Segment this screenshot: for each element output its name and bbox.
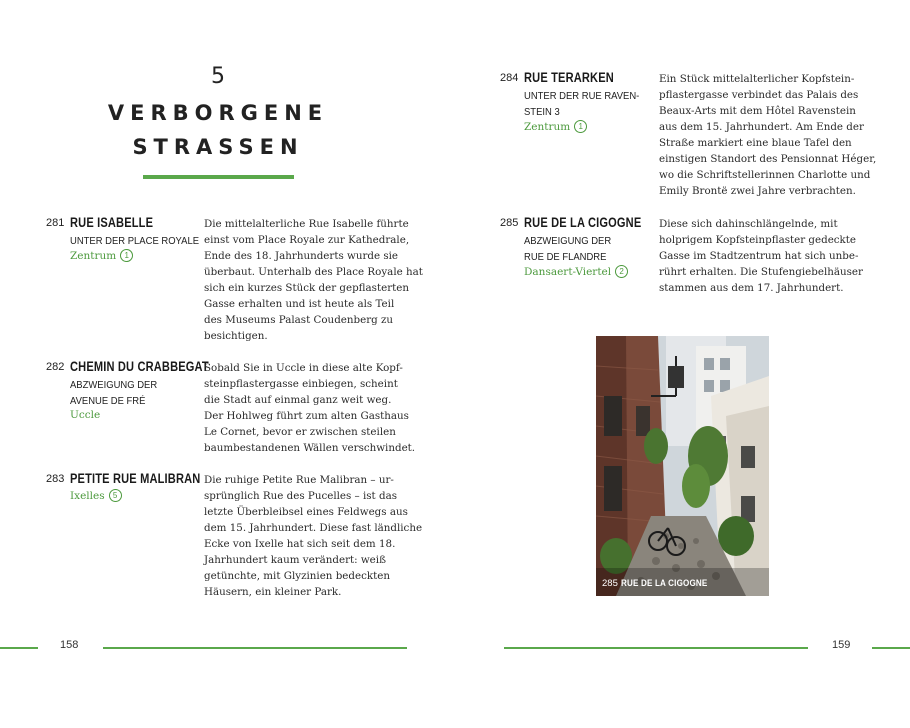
entry-location[interactable]: [70, 249, 133, 262]
entry-subtitle: ABZWEIGUNG DER: [70, 379, 158, 391]
district-number-icon: 1: [120, 249, 133, 262]
body-line: Jahrhundert kaum verändert: weiß: [204, 554, 386, 566]
body-line: sich ein kurzes Stück der gepflasterten: [204, 282, 409, 294]
location-label: Dansaert-Viertel: [524, 266, 612, 278]
body-line: dem 15. Jahrhundert. Diese fast ländliche: [204, 522, 423, 534]
entry-subtitle: UNTER DER PLACE ROYALE: [70, 235, 200, 247]
body-line: aus dem 15. Jahrhundert. Am Ende der: [659, 121, 864, 133]
entry-subtitle: UNTER DER RUE RAVEN-: [524, 90, 640, 102]
chapter-title: [100, 96, 336, 164]
body-line: Sobald Sie in Uccle in diese alte Kopf-: [204, 362, 403, 374]
entry-location[interactable]: [70, 409, 100, 421]
entry-subtitle: RUE DE FLANDRE: [524, 251, 607, 263]
alley-photo: [596, 336, 769, 596]
location-label: Uccle: [70, 409, 101, 421]
body-line: Ecke von Ixelle hat sich seit dem 18.: [204, 538, 396, 550]
body-line: getünchte, mit Glyzinien bedeckten: [204, 570, 390, 582]
entry-location[interactable]: [70, 489, 122, 502]
body-line: Gasse erhalten und ist heute als Teil: [204, 298, 395, 310]
body-line: Le Cornet, bevor er zwischen steilen: [204, 426, 396, 438]
body-line: letzte Überbleibsel eines Feldwegs aus: [204, 506, 408, 518]
body-line: die Stadt auf einmal ganz weit weg.: [204, 394, 392, 406]
entry-name: RUE TERARKEN: [524, 70, 614, 85]
body-line: steinpflastergasse einbiegen, scheint: [204, 378, 398, 390]
entry-subtitle: STEIN 3: [524, 106, 560, 118]
entry-number: 281: [46, 217, 65, 229]
entry-number: 284: [500, 72, 519, 84]
body-line: Die ruhige Petite Rue Malibran – ur-: [204, 474, 394, 486]
caption-number: 285: [602, 578, 618, 589]
body-line: Häusern, ein kleiner Park.: [204, 586, 342, 598]
entry-subtitle: AVENUE DE FRÉ: [70, 395, 146, 407]
body-line: pflastergasse verbindet das Palais des: [659, 89, 859, 101]
location-label: Ixelles: [70, 490, 105, 502]
body-line: Straße markiert eine blaue Tafel den: [659, 137, 852, 149]
footer-rule-left: [103, 647, 407, 649]
body-line: stammen aus dem 17. Jahrhundert.: [659, 282, 844, 294]
caption-name: RUE DE LA CIGOGNE: [620, 578, 707, 589]
body-line: Diese sich dahinschlängelnde, mit: [659, 218, 838, 230]
body-line: holprigem Kopfsteinpflaster gedeckte: [659, 234, 857, 246]
entry-number: 285: [500, 217, 519, 229]
body-line: des Museums Palast Coudenberg zu: [204, 314, 394, 326]
body-line: Ende des 18. Jahrhunderts wurde sie: [204, 250, 399, 262]
entry-number: 283: [46, 473, 65, 485]
footer-rule-left-outer: [0, 647, 38, 649]
body-line: Ein Stück mittelalterlicher Kopfstein-: [659, 73, 855, 85]
district-number-icon: 1: [574, 120, 587, 133]
footer-rule-right-outer: [872, 647, 910, 649]
chapter-number: 5: [211, 64, 225, 89]
entry-location[interactable]: [524, 265, 628, 278]
body-line: Beaux-Arts mit dem Hôtel Ravenstein: [659, 105, 856, 117]
body-line: überbaut. Unterhalb des Place Royale hat: [204, 266, 423, 278]
entry-name: PETITE RUE MALIBRAN: [70, 471, 201, 486]
photo-caption: [602, 578, 722, 589]
body-line: besichtigen.: [204, 330, 268, 342]
chapter-rule: [143, 175, 294, 179]
entry-283-body: [204, 472, 422, 600]
entry-284-body: [659, 71, 876, 199]
page-number-left: 158: [60, 639, 79, 651]
entry-285-body: [659, 216, 863, 296]
body-line: rührt erhalten. Die Stufengiebelhäuser: [659, 266, 863, 278]
body-line: sprünglich Rue des Pucelles – ist das: [204, 490, 397, 502]
body-line: Der Hohlweg führt zum alten Gasthaus: [204, 410, 409, 422]
entry-282-body: [204, 360, 415, 456]
entry-name: RUE DE LA CIGOGNE: [524, 215, 642, 230]
district-number-icon: 5: [109, 489, 122, 502]
entry-281-body: [204, 216, 423, 344]
entry-number: 282: [46, 361, 65, 373]
body-line: wo die Schriftstellerinnen Charlotte und: [659, 169, 871, 181]
entry-name: CHEMIN DU CRABBEGAT: [70, 359, 209, 374]
chapter-title-line1: VERBORGENE: [107, 101, 329, 125]
body-line: Gasse im Stadtzentrum hat sich unbe-: [659, 250, 859, 262]
body-line: Die mittelalterliche Rue Isabelle führte: [204, 218, 409, 230]
body-line: einstigen Standort des Pensionnat Héger,: [659, 153, 877, 165]
chapter-title-line2: STRASSEN: [132, 135, 304, 159]
location-label: Zentrum: [70, 250, 117, 262]
entry-name: RUE ISABELLE: [70, 215, 154, 230]
entry-subtitle: ABZWEIGUNG DER: [524, 235, 612, 247]
location-label: Zentrum: [524, 121, 571, 133]
body-line: baumbestandenen Wällen verschwindet.: [204, 442, 416, 454]
entry-location[interactable]: [524, 120, 587, 133]
body-line: einst vom Place Royale zur Kathedrale,: [204, 234, 410, 246]
district-number-icon: 2: [615, 265, 628, 278]
alley-photo-illustration: [596, 336, 769, 596]
page-number-right: 159: [832, 639, 851, 651]
body-line: Emily Brontë zwei Jahre verbrachten.: [659, 185, 856, 197]
footer-rule-right: [504, 647, 808, 649]
